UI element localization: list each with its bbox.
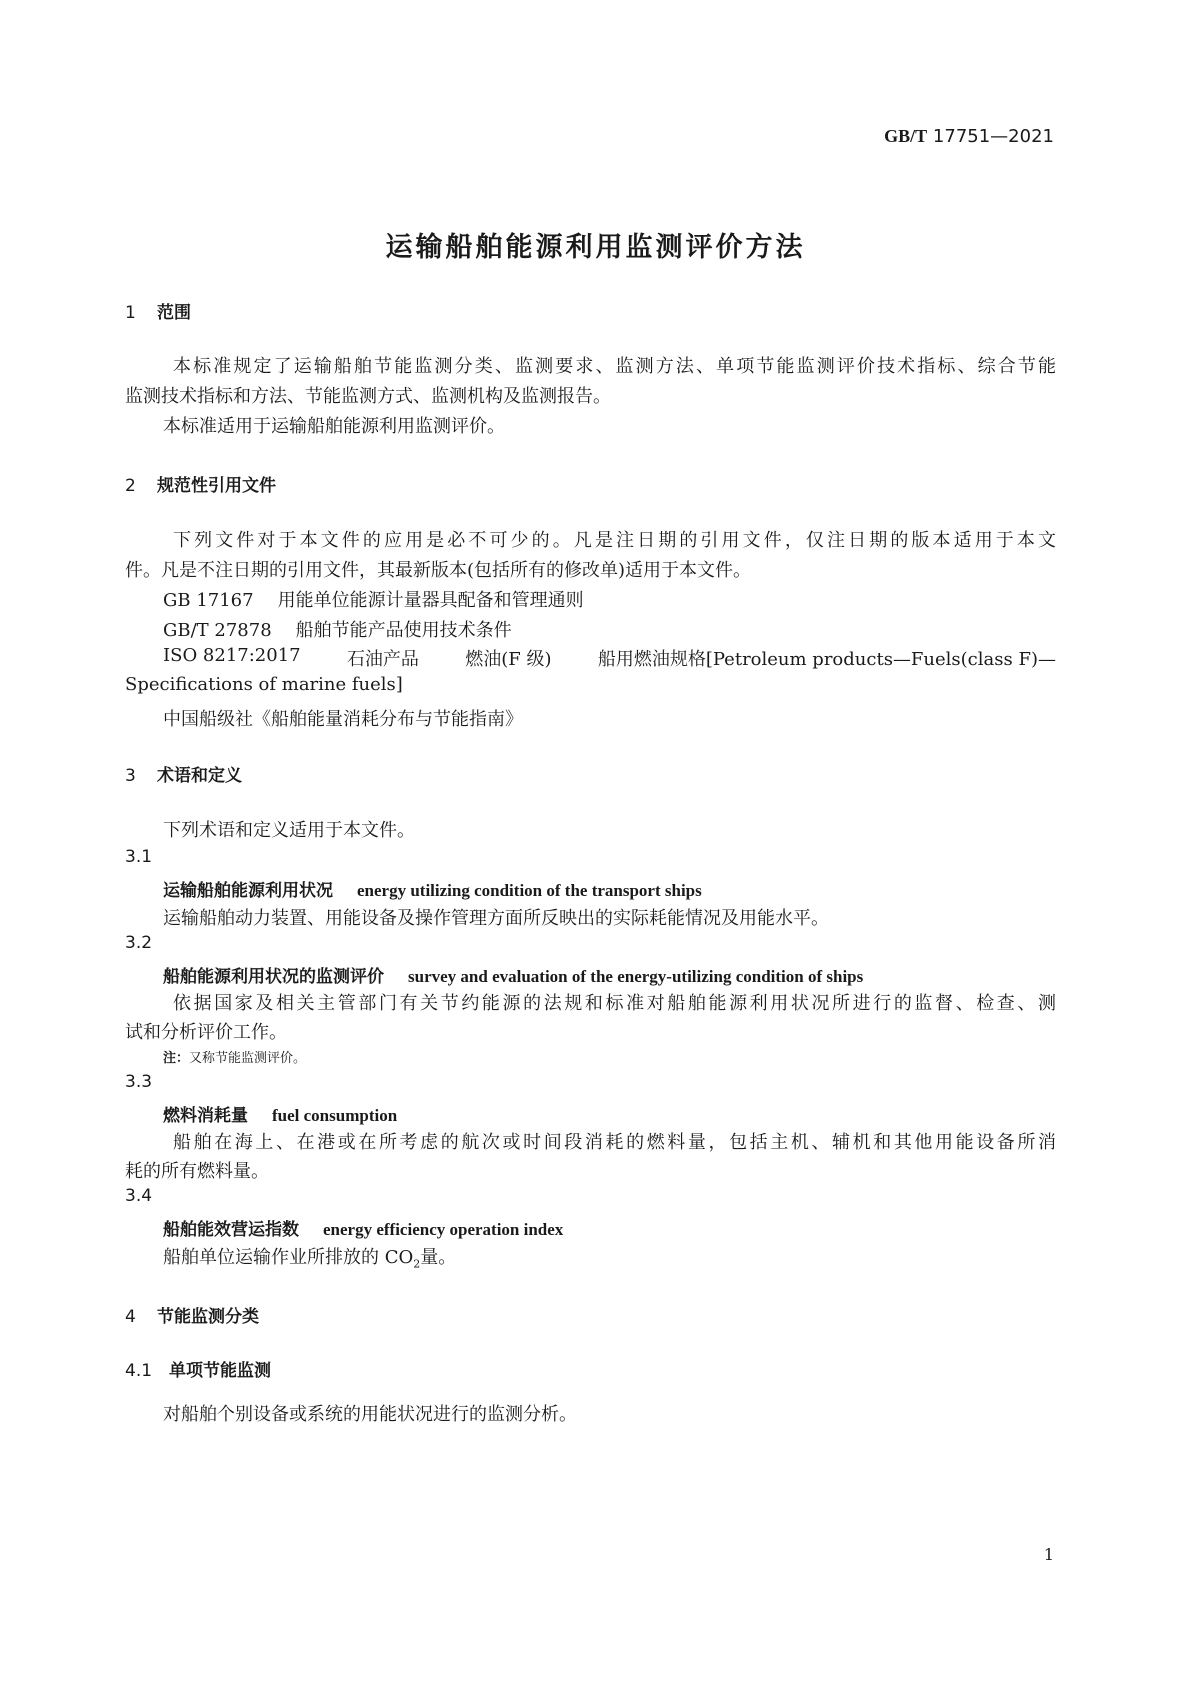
term-heading [163,876,702,901]
section-number: 4 [125,1307,136,1327]
term-en: fuel consumption [272,1106,398,1125]
note-text: 又称节能监测评价。 [189,1051,307,1066]
section-title: 节能监测分类 [157,1307,259,1327]
references-intro-line-2: 件。凡是不注日期的引用文件，其最新版本(包括所有的修改单)适用于本文件。 [125,560,752,581]
term-number: 3.3 [125,1072,153,1092]
section-heading-3 [125,761,242,786]
reference-code: GB/T 27878 [163,620,272,641]
note-label: 注： [163,1051,190,1066]
reference-title: 用能单位能源计量器具配备和管理通则 [277,590,584,611]
term-definition [163,1243,456,1271]
standard-number: 17751—2021 [932,126,1054,147]
term-definition-line-2: 试和分析评价工作。 [125,1022,287,1043]
definition-text: 量。 [420,1247,457,1268]
section-title: 范围 [157,303,191,323]
page-number: 1 [1043,1545,1054,1564]
standard-code [884,126,1054,147]
term-zh: 船舶能源利用状况的监测评价 [163,967,384,987]
reference-item [163,586,584,612]
scope-paragraph-line-2: 监测技术指标和方法、节能监测方式、监测机构及监测报告。 [125,386,611,407]
term-number: 3.2 [125,933,153,953]
reference-item-continuation: Specifications of marine fuels] [125,674,403,695]
subscript: 2 [413,1257,421,1271]
subsection-heading-4-1 [125,1356,271,1381]
section-heading-1 [125,298,191,323]
scope-paragraph-line-1: 本标准规定了运输船舶节能监测分类、监测要求、监测方法、单项节能监测评价技术指标、综合节能 [173,356,1056,377]
term-definition: 运输船舶动力装置、用能设备及操作管理方面所反映出的实际耗能情况及用能水平。 [163,908,829,929]
reference-title-part: 燃油(F 级) [465,649,552,670]
subsection-number: 4.1 [125,1361,153,1381]
term-note [163,1047,306,1066]
section-heading-2 [125,471,276,496]
section-heading-4 [125,1302,259,1327]
references-intro-line-1: 下列文件对于本文件的应用是必不可少的。凡是注日期的引用文件，仅注日期的版本适用于本文 [173,530,1056,551]
reference-item [163,645,1056,671]
reference-title-part: 石油产品 [346,649,419,670]
term-heading [163,962,863,987]
section-number: 1 [125,303,136,323]
document-title: 运输船舶能源利用监测评价方法 [385,232,806,263]
term-en: energy utilizing condition of the transport ships [357,881,702,900]
standard-prefix: GB/T [884,126,928,146]
reference-title: 船舶节能产品使用技术条件 [295,620,512,641]
reference-item [163,616,512,642]
term-number: 3.1 [125,847,153,867]
reference-item: 中国船级社《船舶能量消耗分布与节能指南》 [163,709,523,730]
term-zh: 燃料消耗量 [163,1106,248,1126]
term-definition-line-1: 依据国家及相关主管部门有关节约能源的法规和标准对船舶能源利用状况所进行的监督、检查、测 [173,993,1056,1014]
scope-applicability: 本标准适用于运输船舶能源利用监测评价。 [163,416,505,437]
subsection-text: 对船舶个别设备或系统的用能状况进行的监测分析。 [163,1404,577,1425]
definition-text: 船舶单位运输作业所排放的 CO [163,1247,414,1268]
term-number: 3.4 [125,1186,153,1206]
term-definition-line-2: 耗的所有燃料量。 [125,1161,269,1182]
section-title: 术语和定义 [157,766,242,786]
reference-code: ISO 8217:2017 [163,645,301,666]
reference-code: GB 17167 [163,590,254,611]
term-heading [163,1215,563,1240]
section-title: 规范性引用文件 [157,476,276,496]
term-zh: 运输船舶能源利用状况 [163,881,333,901]
terms-intro: 下列术语和定义适用于本文件。 [163,820,415,841]
reference-title-part: 船用燃油规格[Petroleum products—Fuels(class F)— [597,649,1056,670]
subsection-title: 单项节能监测 [169,1361,271,1381]
section-number: 2 [125,476,136,496]
term-heading [163,1101,397,1126]
section-number: 3 [125,766,136,786]
term-zh: 船舶能效营运指数 [163,1220,299,1240]
term-definition-line-1: 船舶在海上、在港或在所考虑的航次或时间段消耗的燃料量，包括主机、辅机和其他用能设备所消 [173,1132,1056,1153]
term-en: survey and evaluation of the energy-utilizing condition of ships [408,967,864,986]
term-en: energy efficiency operation index [323,1220,564,1239]
